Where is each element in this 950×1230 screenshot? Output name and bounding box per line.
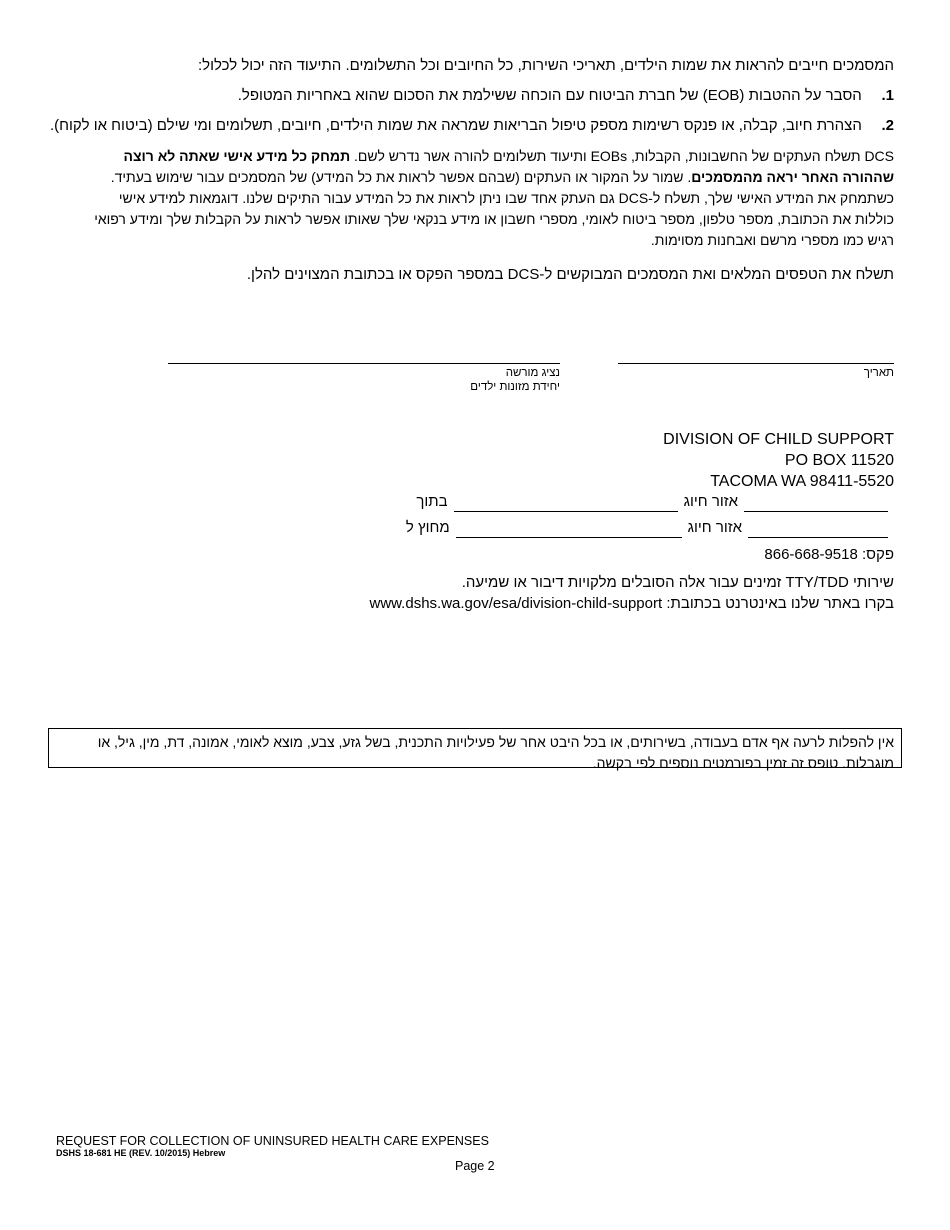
address-line: TACOMA WA 98411-5520 (710, 473, 894, 490)
area-code-label: אזור חיוג (687, 519, 742, 536)
inside-area-code-blank (744, 497, 888, 512)
website-link[interactable]: www.dshs.wa.gov/esa/division-child-support (369, 595, 663, 612)
date-label: תאריך (863, 367, 894, 379)
phone-outside-area-row (334, 518, 894, 540)
address-line: PO BOX 11520 (784, 452, 894, 469)
tty-notice: שירותי TTY/TDD זמינים עבור אלה הסובלים מלקויות דיבור או שמיעה. (461, 574, 894, 591)
dcs-privacy-paragraph (54, 146, 894, 251)
paragraph-line (54, 146, 894, 167)
outside-area-label: מחוץ ל (405, 519, 450, 536)
area-code-label: אזור חיוג (683, 493, 738, 510)
website-label: בקרו באתר שלנו באינטרנט בכתובת: (666, 595, 894, 612)
send-forms-instruction: תשלח את הטפסים המלאים ואת המסמכים המבוקשים ל-DCS במספר הפקס או בכתובת המצוינים להלן. (246, 266, 894, 283)
paragraph-line: כשתמחק את המידע האישי שלך, תשלח ל-DCS גם העתק אחד שבו ניתן לראות את כל המידע עבור התיקים שלנו. דוגמאות למידע אישי (118, 190, 894, 206)
form-code: DSHS 18-681 HE (REV. 10/2015) Hebrew (56, 1148, 226, 1158)
form-title: REQUEST FOR COLLECTION OF UNINSURED HEALTH CARE EXPENSES (56, 1134, 489, 1148)
representative-signature-line (168, 363, 560, 364)
website-info (194, 594, 894, 614)
representative-unit: יחידת מזונות ילדים (470, 381, 560, 393)
paragraph-line: כוללות את הכתובת, מספר טלפון, מספר ביטוח לאומי, מספרי חשבון או מידע בנקאי שלך שאותו אפשר לראות על הקבלות שלך ומידע רפואי (94, 211, 894, 227)
documents-intro: המסמכים חייבים להראות את שמות הילדים, תאריכי השירות, כל החיובים וכל התשלומים. התיעוד הזה יכול לכלול: (198, 57, 894, 74)
paragraph-line (54, 167, 894, 188)
date-signature-line (618, 363, 894, 364)
paragraph-text: DCS תשלח העתקים של החשבונות, הקבלות, EOBs ותיעוד תשלומים להורה אשר נדרש לשם. (350, 148, 894, 164)
list-item-number: 2. (881, 117, 894, 134)
paragraph-line: רגיש כמו מספרי מרשם ואבחנות מסוימות. (650, 232, 894, 248)
nondiscrimination-notice (54, 732, 894, 774)
list-item (34, 86, 894, 106)
inside-phone-blank (454, 497, 678, 512)
paragraph-text: . שמור על המקור או העתקים (שבהם אפשר לראות את כל המידע) של המסמכים עבור שימוש בעתיד. (110, 169, 692, 185)
notice-line: מוגבלות. טופס זה זמין בפורמטים נוספים לפי בקשה. (592, 755, 894, 771)
inside-area-label: בתוך (416, 493, 448, 510)
list-item-text: הצהרת חיוב, קבלה, או פנקס רשימות מספק טיפול הבריאות שמראה את שמות הילדים, חיובים, תשלומים ומי שילם (ביטוח או לקוח). (49, 117, 862, 134)
fax-number: 866-668-9518 (764, 546, 858, 563)
address-line: DIVISION OF CHILD SUPPORT (663, 431, 894, 448)
paragraph-bold-text: תמחק כל מידע אישי שאתה לא רוצה (123, 148, 351, 164)
list-item (34, 116, 894, 136)
paragraph-bold-text: שההורה האחר יראה מהמסמכים (691, 169, 894, 185)
fax-label: פקס: (862, 546, 894, 563)
outside-area-code-blank (748, 523, 888, 538)
representative-title: נציג מורשה (505, 367, 560, 379)
list-item-text: הסבר על ההטבות (EOB) של חברת הביטוח עם הוכחה ששילמת את הסכום שהוא באחריות המטופל. (237, 87, 862, 104)
notice-line: אין להפלות לרעה אף אדם בעבודה, בשירותים, או בכל היבט אחר של פעילויות התכנית, בשל גזע, צבע, מוצא לאומי, אמונה, דת, מין, גיל, או (97, 734, 894, 750)
page-number: Page 2 (455, 1159, 495, 1173)
representative-label (360, 366, 560, 394)
fax-info (494, 545, 894, 565)
outside-phone-blank (456, 523, 682, 538)
mailing-address (494, 429, 894, 492)
phone-inside-area-row (334, 492, 894, 514)
list-item-number: 1. (881, 87, 894, 104)
